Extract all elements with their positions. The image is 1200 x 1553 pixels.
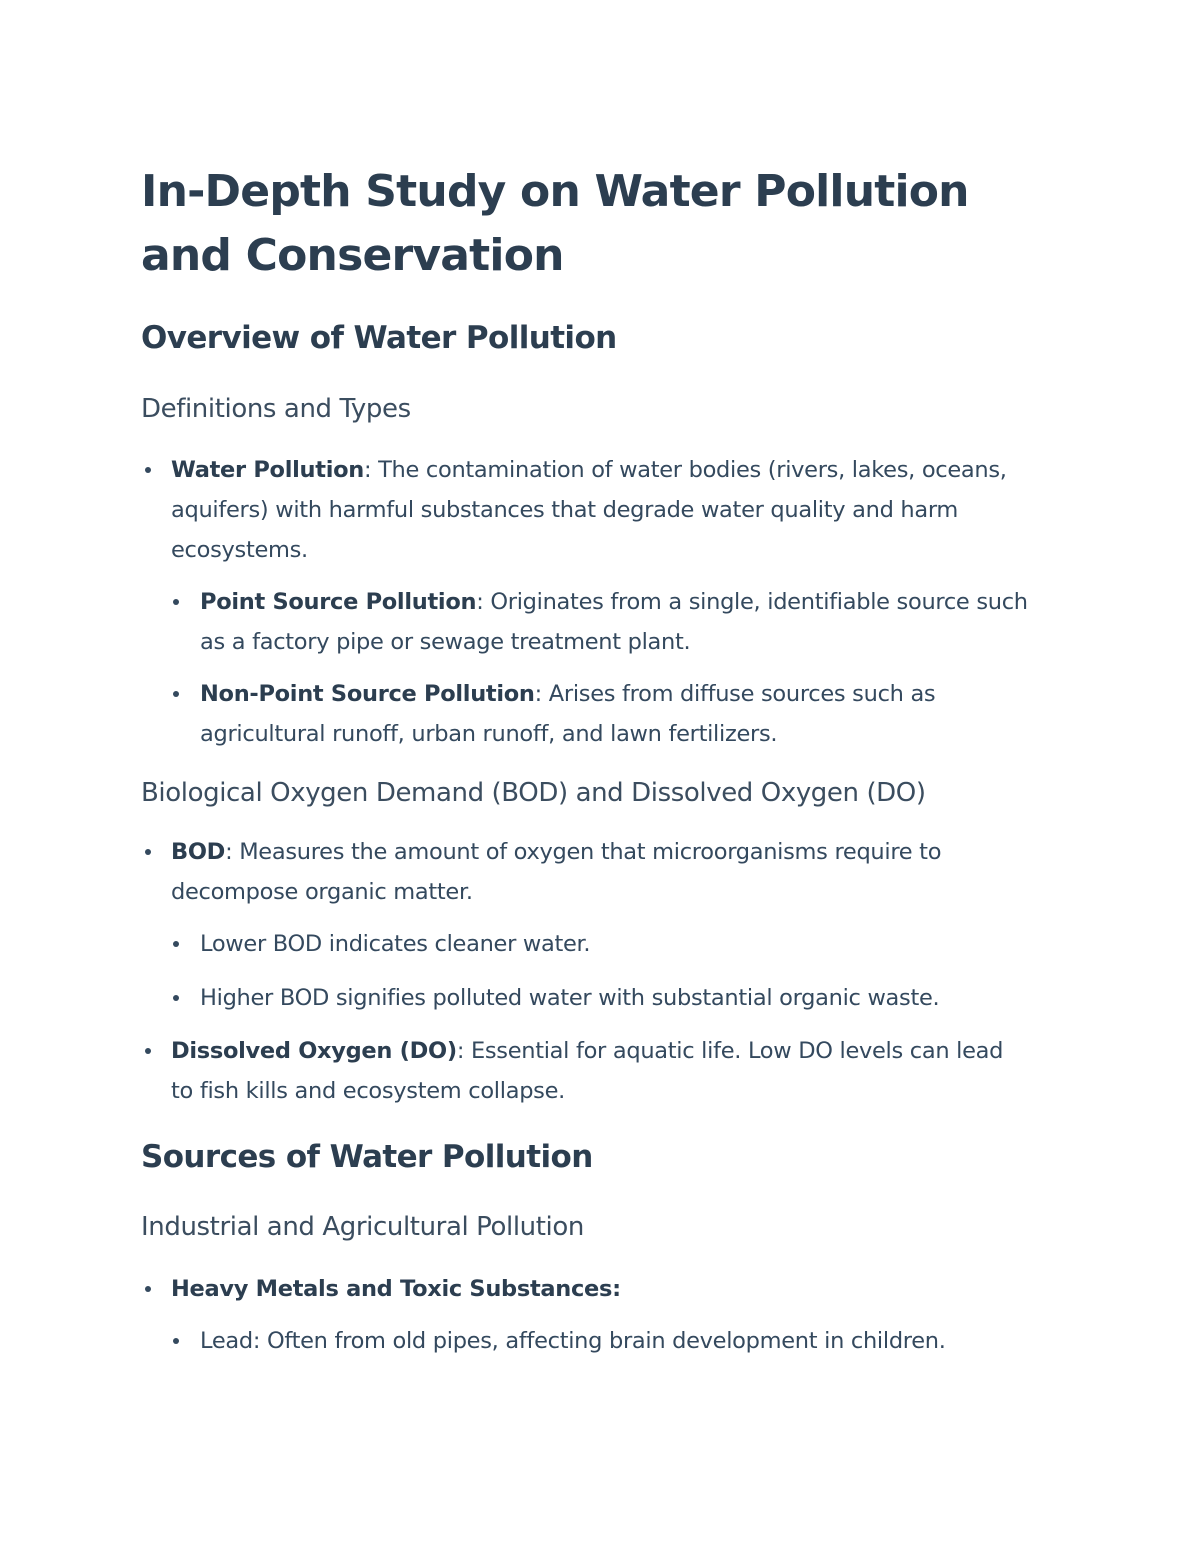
term-point-source: Point Source Pollution	[200, 589, 477, 615]
section-heading-overview: Overview of Water Pollution	[141, 320, 617, 356]
list-item-bod	[171, 832, 1031, 912]
text-higher-bod: Higher BOD signifies polluted water with substantial organic waste.	[200, 985, 940, 1011]
subsection-heading-industrial-agricultural: Industrial and Agricultural Pollution	[141, 1212, 584, 1242]
term-heavy-metals: Heavy Metals and Toxic Substances	[171, 1276, 613, 1302]
list-item-lower-bod	[200, 924, 1030, 964]
definition-water-pollution: : The contamination of water bodies (rivers, lakes, oceans, aquifers) with harmful substances that degrade water quality and harm ecosystems.	[171, 457, 1007, 563]
list-item-point-source	[200, 582, 1030, 662]
term-dissolved-oxygen: Dissolved Oxygen (DO)	[171, 1038, 457, 1064]
text-lead: Lead: Often from old pipes, affecting brain development in children.	[200, 1328, 946, 1354]
term-non-point-source: Non-Point Source Pollution	[200, 681, 535, 707]
definition-non-point-source: : Arises from diffuse sources such as agricultural runoff, urban runoff, and lawn fertilizers.	[200, 681, 936, 747]
subsection-heading-bod-do: Biological Oxygen Demand (BOD) and Dissolved Oxygen (DO)	[141, 778, 926, 808]
list-item-dissolved-oxygen	[171, 1031, 1031, 1111]
definition-bod: : Measures the amount of oxygen that microorganisms require to decompose organic matter.	[171, 839, 942, 905]
text-lower-bod: Lower BOD indicates cleaner water.	[200, 931, 591, 957]
document-title: In-Depth Study on Water Pollution and Conservation	[141, 166, 969, 281]
term-bod: BOD	[171, 839, 226, 865]
list-item-lead	[200, 1321, 1030, 1361]
definition-dissolved-oxygen: : Essential for aquatic life. Low DO levels can lead to fish kills and ecosystem collapse.	[171, 1038, 1004, 1104]
term-water-pollution: Water Pollution	[171, 457, 364, 483]
list-item-heavy-metals	[171, 1269, 1031, 1309]
colon-heavy-metals: :	[612, 1276, 621, 1302]
list-item-water-pollution	[171, 450, 1031, 570]
list-item-higher-bod	[200, 978, 1030, 1018]
subsection-heading-definitions: Definitions and Types	[141, 394, 411, 424]
list-item-non-point-source	[200, 674, 1030, 754]
section-heading-sources: Sources of Water Pollution	[141, 1139, 593, 1175]
definition-point-source: : Originates from a single, identifiable source such as a factory pipe or sewage treatment plant.	[200, 589, 1028, 655]
